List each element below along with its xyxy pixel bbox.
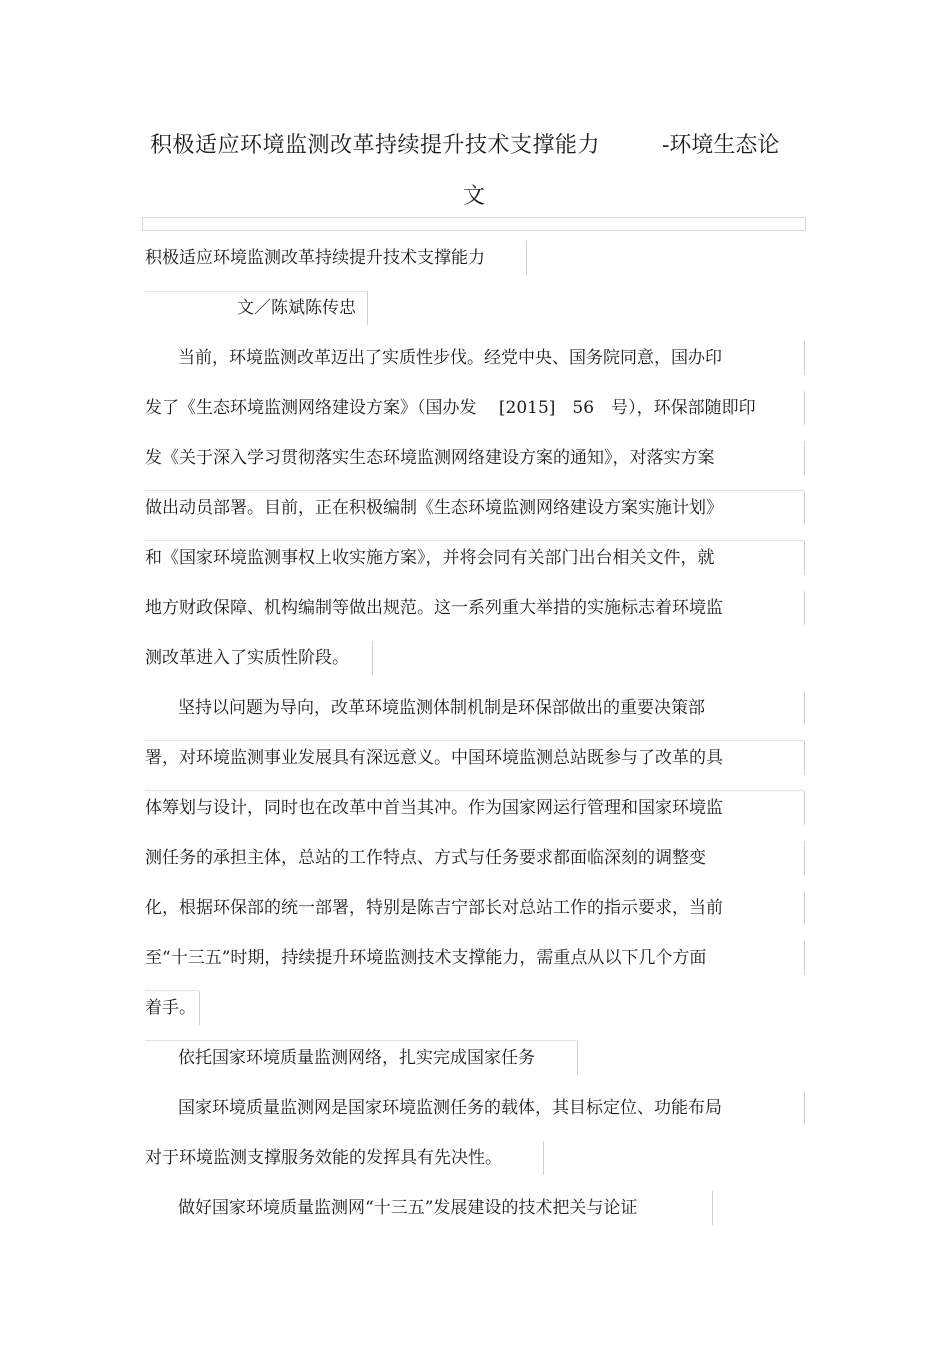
cell-border xyxy=(804,541,805,575)
cell-border xyxy=(577,1041,578,1075)
paragraph-line: 发了《生态环境监测网络建设方案》（国办发 [2015] 56 号），环保部随即印 xyxy=(145,398,756,418)
cell-border xyxy=(804,591,805,625)
paragraph-line: 做出动员部署。目前，正在积极编制《生态环境监测网络建设方案实施计划》 xyxy=(145,498,723,518)
cell-border xyxy=(145,540,804,541)
paragraph-line: 国家环境质量监测网是国家环境监测任务的载体，其目标定位、功能布局 xyxy=(178,1098,722,1118)
cell-border xyxy=(804,741,805,775)
cell-border xyxy=(804,691,805,725)
cell-border xyxy=(145,990,199,991)
title-divider-box xyxy=(142,217,806,231)
section-heading: 做好国家环境质量监测网“十三五”发展建设的技术把关与论证 xyxy=(178,1198,638,1218)
cell-border xyxy=(804,791,805,825)
cell-border xyxy=(804,491,805,525)
paragraph-line: 对于环境监测支撑服务效能的发挥具有先决性。 xyxy=(145,1148,502,1168)
document-title-wrap: 文 xyxy=(463,184,486,209)
paragraph-line: 发《关于深入学习贯彻落实生态环境监测网络建设方案的通知》，对落实方案 xyxy=(145,448,715,468)
paragraph-line: 署，对环境监测事业发展具有深远意义。中国环境监测总站既参与了改革的具 xyxy=(145,748,723,768)
article-subtitle: 积极适应环境监测改革持续提升技术支撑能力 xyxy=(145,248,485,268)
cell-border xyxy=(804,941,805,975)
cell-border xyxy=(543,1141,544,1175)
cell-border xyxy=(804,841,805,875)
cell-border xyxy=(712,1191,713,1225)
cell-border xyxy=(145,1040,577,1041)
paragraph-line: 地方财政保障、机构编制等做出规范。这一系列重大举措的实施标志着环境监 xyxy=(145,598,723,618)
paragraph-line: 着手。 xyxy=(145,998,196,1018)
cell-border xyxy=(145,790,804,791)
section-heading: 依托国家环境质量监测网络，扎实完成国家任务 xyxy=(178,1048,535,1068)
paragraph-line: 坚持以问题为导向，改革环境监测体制机制是环保部做出的重要决策部 xyxy=(178,698,705,718)
cell-border xyxy=(804,441,805,475)
cell-border xyxy=(145,291,367,292)
cell-border xyxy=(804,341,805,375)
cell-border xyxy=(367,291,368,325)
document-title: 积极适应环境监测改革持续提升技术支撑能力 xyxy=(150,133,601,158)
cell-border xyxy=(804,391,805,425)
cell-border xyxy=(804,891,805,925)
paragraph-line: 测改革进入了实质性阶段。 xyxy=(145,648,349,668)
document-title-suffix: -环境生态论 xyxy=(662,133,780,158)
paragraph-line: 和《国家环境监测事权上收实施方案》，并将会同有关部门出台相关文件，就 xyxy=(145,548,715,568)
cell-border xyxy=(145,490,804,491)
cell-border xyxy=(199,991,200,1025)
cell-border xyxy=(372,641,373,675)
cell-border xyxy=(804,1091,805,1125)
paragraph-line: 化，根据环保部的统一部署，特别是陈吉宁部长对总站工作的指示要求，当前 xyxy=(145,898,723,918)
cell-border xyxy=(145,740,804,741)
paragraph-line: 体筹划与设计，同时也在改革中首当其冲。作为国家网运行管理和国家环境监 xyxy=(145,798,723,818)
cell-border xyxy=(526,241,527,275)
paragraph-line: 至“十三五”时期，持续提升环境监测技术支撑能力，需重点从以下几个方面 xyxy=(145,948,707,968)
author-byline: 文／陈斌陈传忠 xyxy=(237,298,356,318)
paragraph-line: 测任务的承担主体，总站的工作特点、方式与任务要求都面临深刻的调整变 xyxy=(145,848,706,868)
paragraph-line: 当前，环境监测改革迈出了实质性步伐。经党中央、国务院同意，国办印 xyxy=(178,348,722,368)
